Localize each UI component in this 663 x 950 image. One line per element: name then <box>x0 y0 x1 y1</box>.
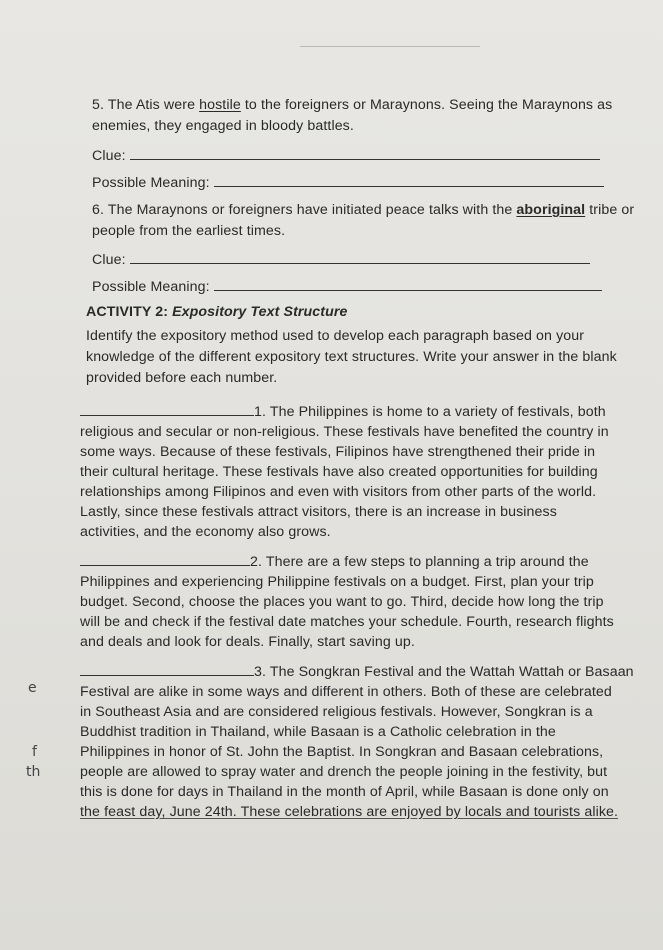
paragraph2-line: Philippines and experiencing Philippine festivals on a budget. First, plan your trip <box>80 574 594 590</box>
item6-sentence: 6. The Maraynons or foreigners have initiated peace talks with the aboriginal tribe or <box>92 202 635 218</box>
paragraph3-line: the feast day, June 24th. These celebrations are enjoyed by locals and tourists alike. <box>80 804 619 820</box>
paragraph2-first-line: 2. There are a few steps to planning a trip around the <box>0 553 663 571</box>
margin-mark: e <box>28 680 37 696</box>
item6-clue-blank[interactable] <box>130 251 590 264</box>
paragraph1-line: Lastly, since these festivals attract visitors, there is an increase in business <box>80 504 557 520</box>
paragraph2-line: will be and check if the festival date matches your schedule. Fourth, research flights <box>80 614 614 630</box>
item6-clue-row <box>0 251 663 269</box>
paragraph1-line: activities, and the economy also grows. <box>80 524 331 540</box>
clue-label: Clue: <box>92 252 126 268</box>
paragraph3-first-line: 3. The Songkran Festival and the Wattah Wattah or Basaan <box>0 663 663 681</box>
paragraph3-line: Buddhist tradition in Thailand, while Basaan is a Catholic celebration in the <box>80 724 556 740</box>
paragraph3-line: in Southeast Asia and are considered religious festivals. However, Songkran is a <box>80 704 593 720</box>
answer-blank-2[interactable] <box>80 553 250 566</box>
paragraph3-line: this is done for days in Thailand in the month of April, while Basaan is done only on <box>80 784 609 800</box>
item5-sentence: 5. The Atis were hostile to the foreigners or Maraynons. Seeing the Maraynons as <box>92 97 613 113</box>
item5-clue-blank[interactable] <box>130 147 600 160</box>
paragraph3-line: people are allowed to spray water and drench the people joining in the festivity, but <box>80 764 608 780</box>
item5-meaning-blank[interactable] <box>214 174 604 187</box>
paragraph1-first-line: 1. The Philippines is home to a variety of festivals, both <box>0 403 663 421</box>
target-word-aboriginal: aboriginal <box>516 202 586 218</box>
item5-clue-row <box>0 147 663 165</box>
target-word-hostile: hostile <box>199 97 241 113</box>
activity-title: ACTIVITY 2: Expository Text Structure <box>86 304 348 320</box>
paragraph1-line: relationships among Filipinos and even with visitors from other parts of the world. <box>80 484 597 500</box>
paragraph3-line: Philippines in honor of St. John the Baptist. In Songkran and Basaan celebrations, <box>80 744 604 760</box>
item6-meaning-row <box>0 278 663 296</box>
item5-meaning-row <box>0 174 663 192</box>
instructions-line: Identify the expository method used to develop each paragraph based on your <box>86 328 585 344</box>
faint-rule <box>300 46 480 47</box>
item6-sentence-cont: people from the earliest times. <box>92 223 286 239</box>
paragraph2-line: and deals and look for deals. Finally, start saving up. <box>80 634 415 650</box>
answer-blank-1[interactable] <box>80 403 254 416</box>
meaning-label: Possible Meaning: <box>92 175 210 191</box>
meaning-label: Possible Meaning: <box>92 279 210 295</box>
paragraph1-line: religious and secular or non-religious. These festivals have benefited the country in <box>80 424 609 440</box>
clue-label: Clue: <box>92 148 126 164</box>
paragraph1-line: some ways. Because of these festivals, Filipinos have strengthened their pride in <box>80 444 596 460</box>
instructions-line: knowledge of the different expository text structures. Write your answer in the blank <box>86 349 617 365</box>
paragraph1-line: their cultural heritage. These festivals have also created opportunities for building <box>80 464 598 480</box>
paragraph2-line: budget. Second, choose the places you want to go. Third, decide how long the trip <box>80 594 604 610</box>
margin-mark: f <box>32 744 37 760</box>
paragraph3-line: Festival are alike in some ways and different in others. Both of these are celebrated <box>80 684 612 700</box>
margin-mark: th <box>26 764 41 780</box>
answer-blank-3[interactable] <box>80 663 254 676</box>
item5-sentence-cont: enemies, they engaged in bloody battles. <box>92 118 354 134</box>
instructions-line: provided before each number. <box>86 370 278 386</box>
item6-meaning-blank[interactable] <box>214 278 602 291</box>
